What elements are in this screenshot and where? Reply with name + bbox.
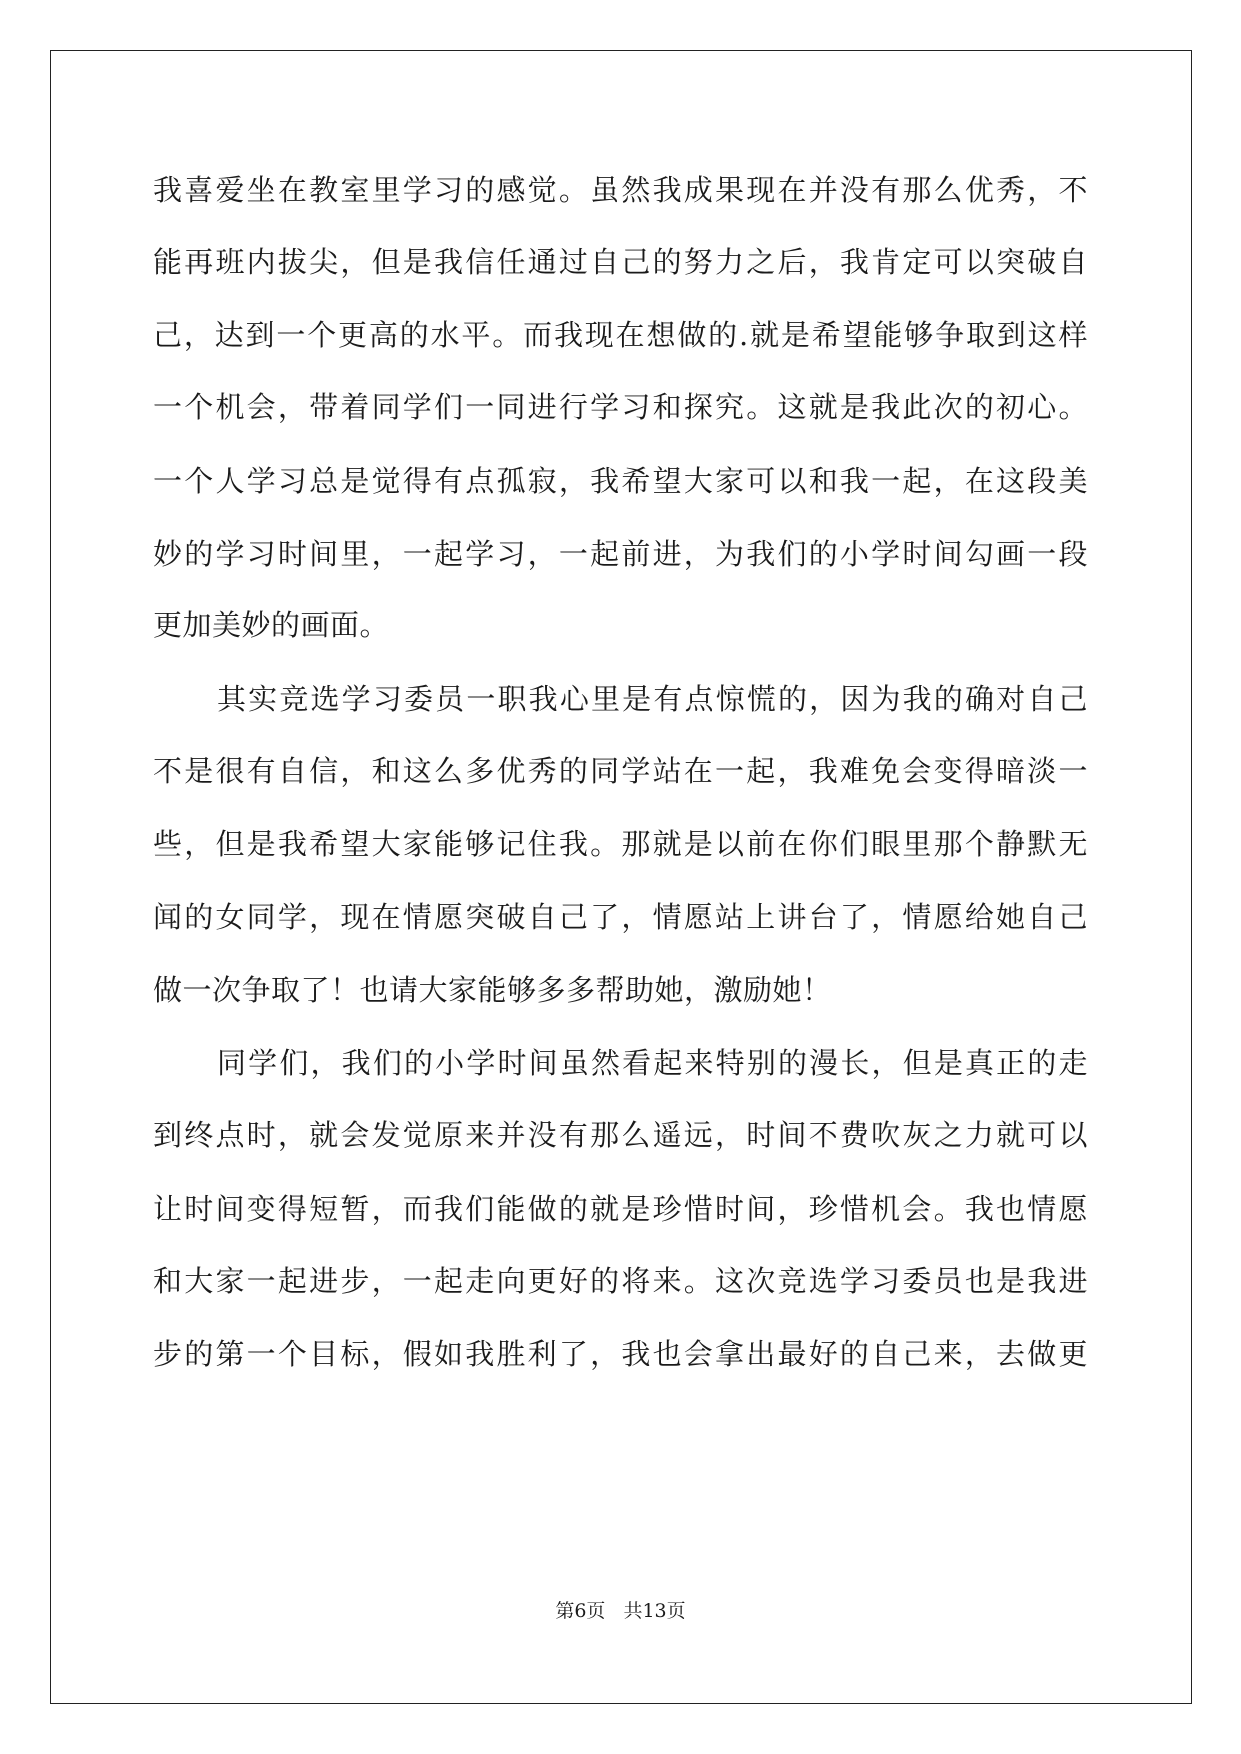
page-footer <box>0 1596 1241 1626</box>
paragraph-first-line: 其实竞选学习委员一职我心里是有点惊慌的，因为我的确对自己 <box>217 682 1088 716</box>
text-line: 己，达到一个更高的水平。而我现在想做的.就是希望能够争取到这样 <box>153 318 1088 352</box>
text-line: 能再班内拔尖，但是我信任通过自己的努力之后，我肯定可以突破自 <box>153 245 1088 279</box>
text-line: 我喜爱坐在教室里学习的感觉。虽然我成果现在并没有那么优秀，不 <box>153 173 1088 207</box>
text-line: 些，但是我希望大家能够记住我。那就是以前在你们眼里那个静默无 <box>153 827 1088 861</box>
text-line: 更加美妙的画面。 <box>153 608 390 642</box>
text-line: 不是很有自信，和这么多优秀的同学站在一起，我难免会变得暗淡一 <box>153 754 1088 788</box>
page-number: 第6页 <box>555 1600 606 1622</box>
text-line: 一个人学习总是觉得有点孤寂，我希望大家可以和我一起，在这段美 <box>153 464 1088 498</box>
paragraph-first-line: 同学们，我们的小学时间虽然看起来特别的漫长，但是真正的走 <box>217 1046 1088 1080</box>
text-line: 妙的学习时间里，一起学习，一起前进，为我们的小学时间勾画一段 <box>153 537 1088 571</box>
text-line: 闻的女同学，现在情愿突破自己了，情愿站上讲台了，情愿给她自己 <box>153 900 1088 934</box>
text-line: 步的第一个目标，假如我胜利了，我也会拿出最好的自己来，去做更 <box>153 1337 1088 1371</box>
text-line: 一个机会，带着同学们一同进行学习和探究。这就是我此次的初心。 <box>153 390 1088 424</box>
text-line: 到终点时，就会发觉原来并没有那么遥远，时间不费吹灰之力就可以 <box>153 1118 1088 1152</box>
page-total: 共13页 <box>623 1600 686 1622</box>
page-border <box>50 50 1192 1704</box>
text-line: 让时间变得短暂，而我们能做的就是珍惜时间，珍惜机会。我也情愿 <box>153 1192 1088 1226</box>
text-line: 做一次争取了！也请大家能够多多帮助她，激励她！ <box>153 973 832 1007</box>
text-line: 和大家一起进步，一起走向更好的将来。这次竞选学习委员也是我进 <box>153 1264 1088 1298</box>
